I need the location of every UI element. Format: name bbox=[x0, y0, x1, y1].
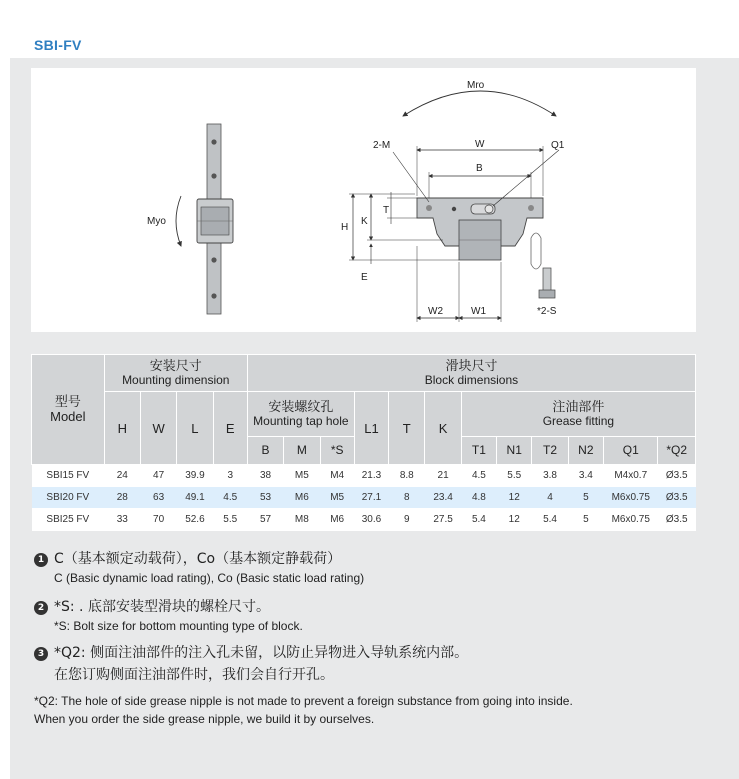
table-cell: Ø3.5 bbox=[658, 487, 696, 509]
table-cell: M6x0.75 bbox=[604, 487, 658, 509]
col-K: K bbox=[425, 392, 461, 465]
table-cell: 33 bbox=[104, 509, 140, 531]
table-cell: 4 bbox=[532, 487, 568, 509]
bullet-3-icon: 3 bbox=[34, 647, 48, 661]
spec-table bbox=[31, 354, 696, 531]
note-3-cn2: 在您订购侧面注油部件时，我们会自行开孔。 bbox=[54, 667, 334, 683]
w2-label: W2 bbox=[428, 306, 443, 317]
table-cell: 5 bbox=[568, 509, 603, 531]
table-cell: M8 bbox=[284, 509, 320, 531]
note-2-en: *S: Bolt size for bottom mounting type of block. bbox=[54, 619, 303, 633]
h-label: H bbox=[341, 222, 349, 233]
col-E: E bbox=[213, 392, 247, 465]
myo-label: Myo bbox=[147, 216, 166, 227]
col-N2: N2 bbox=[568, 437, 603, 465]
table-cell: M5 bbox=[320, 487, 354, 509]
table-cell: 52.6 bbox=[177, 509, 213, 531]
table-cell: 5.5 bbox=[497, 465, 532, 487]
grease-header: 注油部件 Grease fitting bbox=[461, 392, 695, 437]
e-label: E bbox=[361, 272, 368, 283]
note-3-cn: *Q2: 侧面注油部件的注入孔未留，以防止异物进入导轨系统内部。 bbox=[54, 645, 469, 661]
col-T1: T1 bbox=[461, 437, 496, 465]
col-Q2: *Q2 bbox=[658, 437, 696, 465]
table-cell: 12 bbox=[497, 487, 532, 509]
table-cell: Ø3.5 bbox=[658, 465, 696, 487]
table-row bbox=[32, 509, 696, 531]
model-cell: SBI20 FV bbox=[32, 487, 105, 509]
front-view bbox=[341, 80, 565, 322]
w-label: W bbox=[475, 139, 485, 150]
table-cell: 39.9 bbox=[177, 465, 213, 487]
col-H: H bbox=[104, 392, 140, 465]
table-cell: M4x0.7 bbox=[604, 465, 658, 487]
table-row bbox=[32, 487, 696, 509]
note-3 bbox=[34, 642, 573, 726]
table-cell: 3 bbox=[213, 465, 247, 487]
model-cell: SBI15 FV bbox=[32, 465, 105, 487]
note-1 bbox=[34, 548, 364, 585]
col-W: W bbox=[140, 392, 176, 465]
table-cell: 8.8 bbox=[389, 465, 425, 487]
dimension-diagram bbox=[31, 68, 696, 332]
table-cell: 8 bbox=[389, 487, 425, 509]
col-L: L bbox=[177, 392, 213, 465]
table-cell: 57 bbox=[247, 509, 283, 531]
k-label: K bbox=[361, 216, 368, 227]
table-cell: 4.5 bbox=[461, 465, 496, 487]
table-cell: 63 bbox=[140, 487, 176, 509]
bullet-2-icon: 2 bbox=[34, 601, 48, 615]
table-cell: 3.4 bbox=[568, 465, 603, 487]
col-S: *S bbox=[320, 437, 354, 465]
table-cell: 21.3 bbox=[354, 465, 388, 487]
mro-label: Mro bbox=[467, 80, 485, 91]
table-cell: M5 bbox=[284, 465, 320, 487]
table-cell: 24 bbox=[104, 465, 140, 487]
tap-header: 安装螺纹孔 Mounting tap hole bbox=[247, 392, 354, 437]
two-m-label: 2-M bbox=[373, 140, 391, 151]
table-cell: 53 bbox=[247, 487, 283, 509]
side-view bbox=[147, 124, 233, 314]
table-cell: M4 bbox=[320, 465, 354, 487]
mounting-header: 安装尺寸 Mounting dimension bbox=[104, 355, 247, 392]
note-2 bbox=[34, 596, 303, 633]
table-cell: 27.1 bbox=[354, 487, 388, 509]
note-1-en: C (Basic dynamic load rating), Co (Basic static load rating) bbox=[54, 571, 365, 585]
table-cell: 4.5 bbox=[213, 487, 247, 509]
col-T: T bbox=[389, 392, 425, 465]
table-cell: M6 bbox=[320, 509, 354, 531]
note-3-en2: When you order the side grease nipple, we build it by ourselves. bbox=[34, 712, 375, 726]
table-cell: 9 bbox=[389, 509, 425, 531]
table-cell: 27.5 bbox=[425, 509, 461, 531]
col-T2: T2 bbox=[532, 437, 568, 465]
col-L1: L1 bbox=[354, 392, 388, 465]
w1-label: W1 bbox=[471, 306, 486, 317]
table-cell: 28 bbox=[104, 487, 140, 509]
table-cell: 12 bbox=[497, 509, 532, 531]
two-s-label: *2-S bbox=[537, 306, 557, 317]
col-M: M bbox=[284, 437, 320, 465]
table-cell: 21 bbox=[425, 465, 461, 487]
t-label: T bbox=[383, 205, 390, 216]
table-cell: 5.4 bbox=[461, 509, 496, 531]
table-cell: 5.4 bbox=[532, 509, 568, 531]
table-row bbox=[32, 465, 696, 487]
q1-label: Q1 bbox=[551, 140, 565, 151]
model-header: 型号 Model bbox=[32, 355, 105, 465]
page-title: SBI-FV bbox=[34, 37, 82, 53]
table-cell: 70 bbox=[140, 509, 176, 531]
spec-table-body bbox=[32, 465, 696, 531]
table-cell: 38 bbox=[247, 465, 283, 487]
note-1-cn: C（基本额定动载荷），Co（基本额定静载荷） bbox=[54, 551, 342, 567]
col-N1: N1 bbox=[497, 437, 532, 465]
table-cell: Ø3.5 bbox=[658, 509, 696, 531]
diagram-svg bbox=[31, 68, 696, 332]
note-2-cn: *S: . 底部安装型滑块的螺栓尺寸。 bbox=[54, 599, 270, 615]
table-cell: 49.1 bbox=[177, 487, 213, 509]
bullet-1-icon: 1 bbox=[34, 553, 48, 567]
b-label: B bbox=[476, 163, 483, 174]
table-cell: 23.4 bbox=[425, 487, 461, 509]
col-B: B bbox=[247, 437, 283, 465]
table-cell: M6x0.75 bbox=[604, 509, 658, 531]
table-cell: 4.8 bbox=[461, 487, 496, 509]
col-Q1: Q1 bbox=[604, 437, 658, 465]
block-header: 滑块尺寸 Block dimensions bbox=[247, 355, 695, 392]
table-cell: 3.8 bbox=[532, 465, 568, 487]
model-cell: SBI25 FV bbox=[32, 509, 105, 531]
table-cell: 5.5 bbox=[213, 509, 247, 531]
table-cell: 5 bbox=[568, 487, 603, 509]
table-cell: 47 bbox=[140, 465, 176, 487]
table-cell: M6 bbox=[284, 487, 320, 509]
table-cell: 30.6 bbox=[354, 509, 388, 531]
note-3-en: *Q2: The hole of side grease nipple is not made to prevent a foreign substance from going into inside. bbox=[34, 694, 573, 708]
